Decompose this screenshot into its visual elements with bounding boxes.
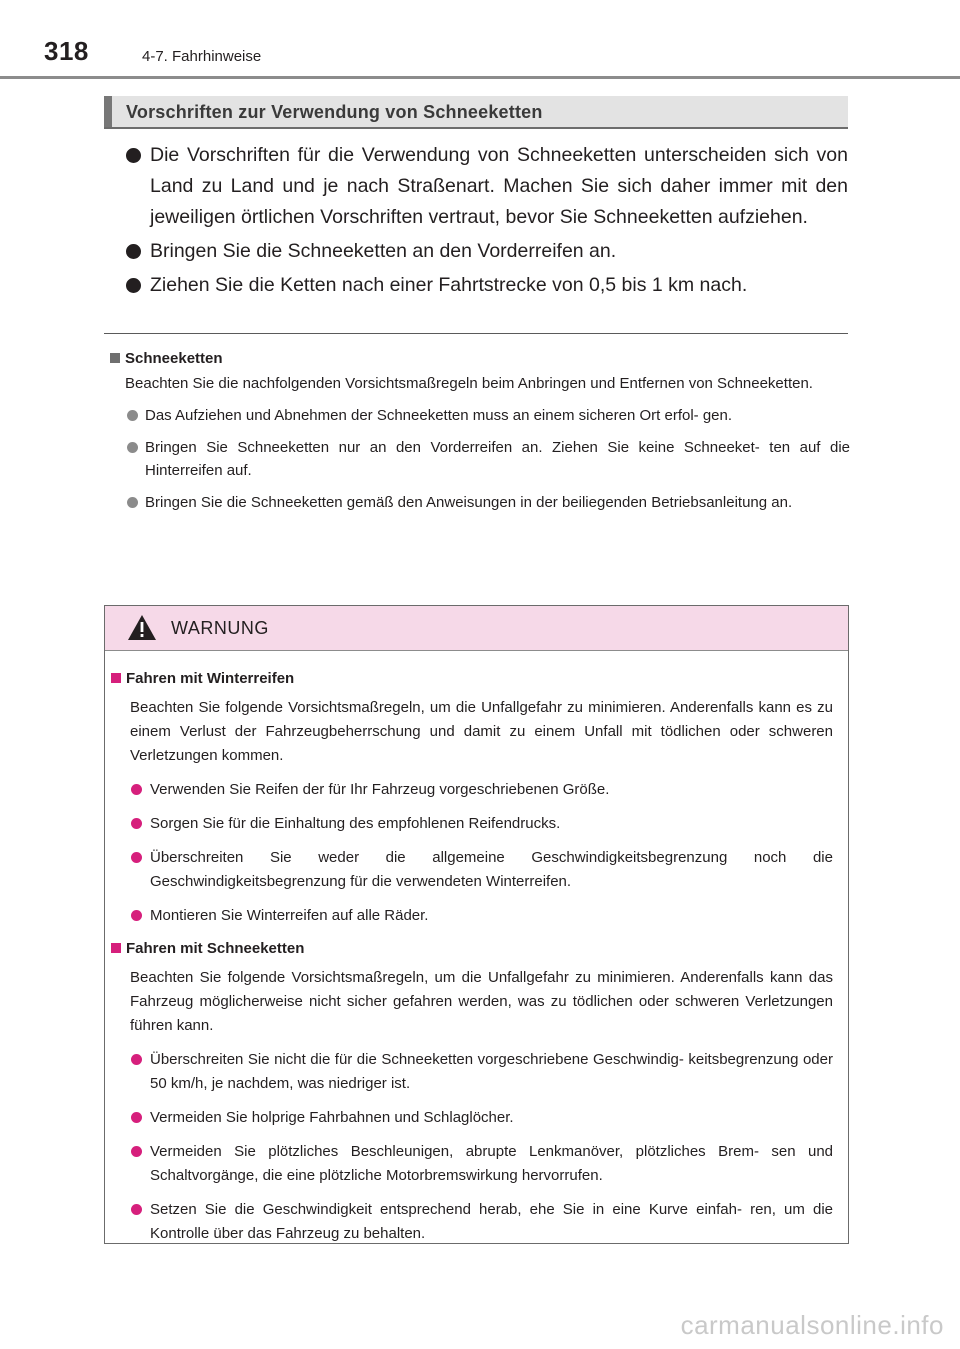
watermark: carmanualsonline.info	[680, 1310, 944, 1340]
section-title: Vorschriften zur Verwendung von Schneeketten	[126, 102, 543, 122]
warning-item-text: Überschreiten Sie nicht die für die Schneeketten vorgeschriebene Geschwindig- keitsbegrenzung oder 50 km/h, je nachdem, was niedriger ist.	[150, 1051, 833, 1092]
warning-intro: Beachten Sie folgende Vorsichtsmaßregeln, um die Unfallgefahr zu minimieren. Anderenfalls kann es zu einem Verlust der Fahrzeugbeherrschung und damit zu einem Unfall mit tödlichen oder schweren Verletzungen kommen.	[130, 699, 833, 764]
divider	[104, 333, 848, 334]
list-item	[104, 236, 848, 267]
warning-box	[104, 605, 849, 1244]
bullet-icon	[126, 278, 141, 293]
warning-item	[111, 812, 833, 836]
note-item	[110, 404, 850, 427]
square-bullet-icon	[110, 353, 120, 363]
bullet-icon	[131, 818, 142, 829]
notes-intro: Beachten Sie die nachfolgenden Vorsichtsmaßregeln beim Anbringen und Entfernen von Schneeketten.	[125, 375, 813, 392]
notes-heading	[110, 348, 850, 370]
bullet-icon	[126, 244, 141, 259]
bullet-icon	[131, 1204, 142, 1215]
bullet-icon	[131, 910, 142, 921]
warning-intro: Beachten Sie folgende Vorsichtsmaßregeln, um die Unfallgefahr zu minimieren. Anderenfalls kann das Fahrzeug möglicherweise nicht sicher gefahren werden, was zu tödlichen oder schweren Verletzungen führen kann.	[130, 969, 833, 1034]
warning-header	[105, 606, 848, 651]
warning-item	[111, 1048, 833, 1096]
bullet-icon	[131, 784, 142, 795]
warning-body	[111, 668, 833, 1246]
notes-heading-text: Schneeketten	[125, 350, 223, 367]
warning-item-text: Überschreiten Sie weder die allgemeine Geschwindigkeitsbegrenzung noch die Geschwindigkeitsbegrenzung für die verwendeten Winterreifen.	[150, 849, 833, 890]
section-title-bar	[104, 96, 848, 129]
main-list	[104, 140, 848, 304]
warning-heading-text: Fahren mit Schneeketten	[126, 940, 305, 957]
bullet-icon	[126, 148, 141, 163]
warning-title: WARNUNG	[171, 618, 269, 638]
title-accent	[104, 96, 112, 127]
warning-item	[111, 1106, 833, 1130]
section-label: 4-7. Fahrhinweise	[142, 48, 262, 65]
bullet-icon	[131, 852, 142, 863]
note-item	[110, 491, 850, 514]
warning-item-text: Verwenden Sie Reifen der für Ihr Fahrzeug vorgeschriebenen Größe.	[150, 781, 610, 798]
list-item	[104, 140, 848, 233]
warning-item	[111, 904, 833, 928]
warning-heading	[111, 668, 833, 690]
list-item	[104, 270, 848, 301]
bullet-icon	[127, 410, 138, 421]
list-item-text: Die Vorschriften für die Verwendung von Schneeketten unterscheiden sich von Land zu Land und je nach Straßenart. Machen Sie sich daher immer mit den jeweiligen örtlichen Vorschriften vertraut, bevor Sie Schneeketten aufziehen.	[150, 144, 848, 228]
note-item-text: Bringen Sie die Schneeketten gemäß den Anweisungen in der beiliegenden Betriebsanleitung an.	[145, 494, 793, 511]
notes-section	[110, 348, 850, 514]
note-item-text: Das Aufziehen und Abnehmen der Schneeketten muss an einem sicheren Ort erfol- gen.	[145, 407, 733, 424]
warning-item-text: Vermeiden Sie plötzliches Beschleunigen, abrupte Lenkmanöver, plötzliches Brem- sen und Schaltvorgänge, die eine plötzliche Motorbremswirkung hervorrufen.	[150, 1143, 833, 1184]
warning-item-text: Setzen Sie die Geschwindigkeit entsprechend herab, ehe Sie in eine Kurve einfah- ren, um die Kontrolle über das Fahrzeug zu behalten.	[150, 1201, 833, 1242]
warning-heading-text: Fahren mit Winterreifen	[126, 670, 295, 687]
note-item-text: Bringen Sie Schneeketten nur an den Vorderreifen an. Ziehen Sie keine Schneeket- ten auf die Hinterreifen auf.	[145, 439, 850, 479]
bullet-icon	[127, 442, 138, 453]
warning-triangle-icon	[127, 614, 157, 641]
note-item	[110, 436, 850, 482]
list-item-text: Bringen Sie die Schneeketten an den Vorderreifen an.	[150, 240, 617, 262]
warning-item-text: Vermeiden Sie holprige Fahrbahnen und Schlaglöcher.	[150, 1109, 514, 1126]
warning-item	[111, 846, 833, 894]
square-bullet-icon	[111, 673, 121, 683]
warning-item	[111, 778, 833, 802]
square-bullet-icon	[111, 943, 121, 953]
bullet-icon	[131, 1146, 142, 1157]
bullet-icon	[131, 1054, 142, 1065]
header-rule	[0, 76, 960, 79]
warning-item	[111, 1198, 833, 1246]
page-number: 318	[44, 36, 89, 66]
warning-heading	[111, 938, 833, 960]
list-item-text: Ziehen Sie die Ketten nach einer Fahrtstrecke von 0,5 bis 1 km nach.	[150, 274, 748, 296]
warning-item-text: Sorgen Sie für die Einhaltung des empfohlenen Reifendrucks.	[150, 815, 561, 832]
bullet-icon	[131, 1112, 142, 1123]
warning-item	[111, 1140, 833, 1188]
bullet-icon	[127, 497, 138, 508]
warning-item-text: Montieren Sie Winterreifen auf alle Räder.	[150, 907, 429, 924]
